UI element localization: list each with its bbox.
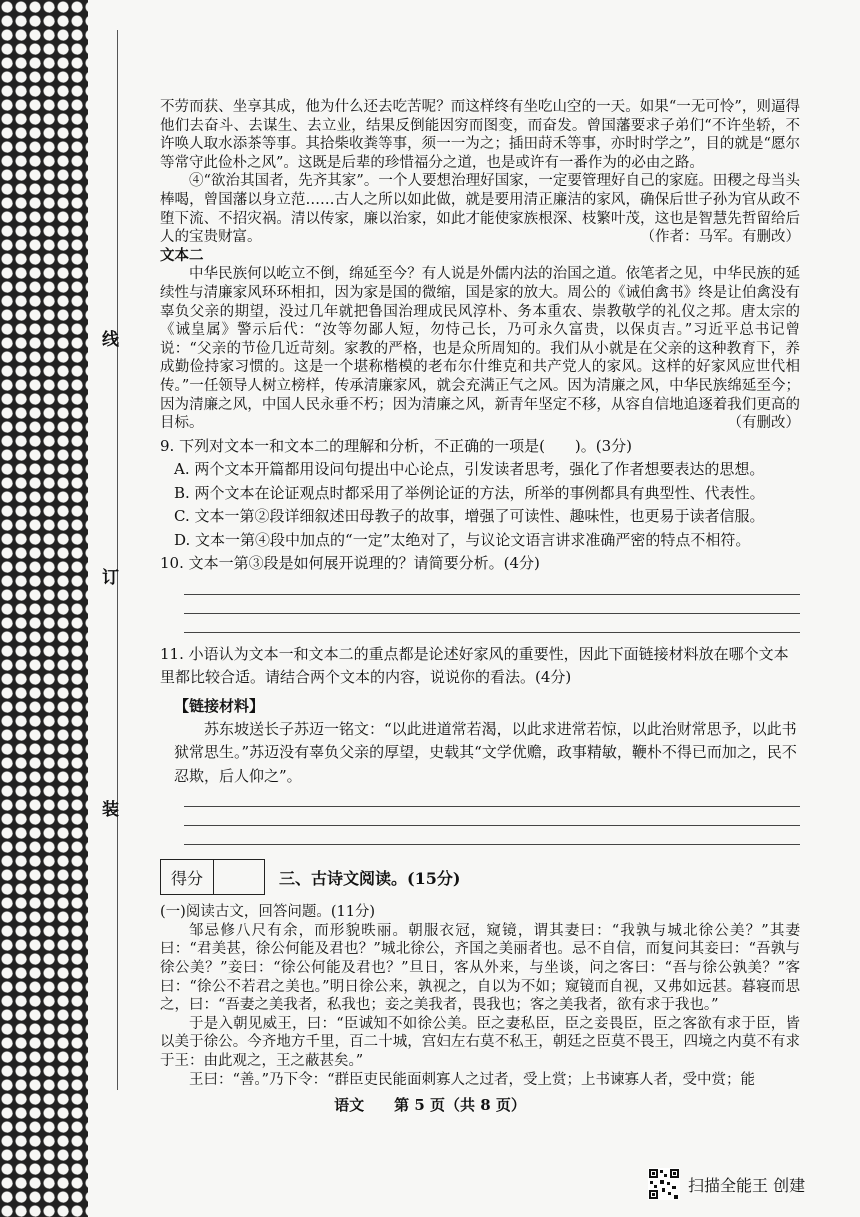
scanner-label: 扫描全能王 创建 — [688, 1175, 806, 1195]
section-3-title: 三、古诗文阅读。(15分) — [279, 868, 461, 888]
link-material-label: 【链接材料】 — [174, 696, 265, 715]
classical-paragraph-2: 于是入朝见威王，曰：“臣诚知不如徐公美。臣之妻私臣，臣之妾畏臣，臣之客欲有求于臣，皆以美于徐公。今齐地方千里，百二十城，宫妇左右莫不私王，朝廷之臣莫不畏王，四境之内莫不有求于王：由此观之，王之蔽甚矣。” — [160, 1015, 800, 1069]
binding-char-line: 线 — [98, 330, 118, 347]
question-9-option-d: D. 文本一第④段中加点的“一定”太绝对了，与议论文语言讲求准确严密的特点不相符。 — [174, 530, 751, 549]
answer-line[interactable] — [184, 788, 800, 807]
text2-paragraph-body: 中华民族何以屹立不倒，绵延至今？有人说是外儒内法的治国之道。依笔者之见，中华民族的延续性与清廉家风环环相扣，因为家是国的微缩，国是家的放大。周公的《诫伯禽书》终是让伯禽没有辜负父亲的期望，没过几年就把鲁国治理成民风淳朴、务本重农、崇教敬学的礼仪之邦。唐太宗的《诫皇属》警示后代：“汝等勿鄙人短，勿恃己长，乃可永久富贵，以保贞吉。”习近平总书记曾说：“父亲的节俭几近苛刻。家教的严格，也是众所周知的。我们从小就是在父亲的这种教育下，养成勤俭持家习惯的。这是一个堪称楷模的老布尔什维克和共产党人的家风。这样的好家风应世代相传。”一任领导人树立榜样，传承清廉家风，就会充满正气之风。因为清廉之风，中华民族绵延至今；因为清廉之风，中国人民永垂不朽；因为清廉之风，新青年坚定不移，从容自信地追逐着我们更高的目标。 — [160, 266, 800, 432]
question-9-option-b: B. 两个文本在论证观点时都采用了举例论证的方法，所举的事例都具有典型性、代表性。 — [174, 483, 765, 502]
page-content — [160, 98, 800, 1089]
scanner-watermark — [648, 1168, 805, 1200]
question-11-stem: 11. 小语认为文本一和文本二的重点都是论述好家风的重要性，因此下面链接材料放在哪个文本里都比较合适。请结合两个文本的内容，说说你的看法。(4分) — [160, 644, 789, 687]
question-10-stem: 10. 文本一第③段是如何展开说理的？请简要分析。(4分) — [160, 554, 540, 573]
link-material-text: 苏东坡送长子苏迈一铭文：“以此进道常若渴，以此求进常若惊，以此治财常思予，以此书狱常思生。”苏迈没有辜负父亲的厚望，史载其“文学优赡，政事精敏，鞭朴不得已而加之，民不忍欺，后人仰之”。 — [174, 719, 797, 785]
text1-paragraph-4-body: ④“欲治其国者，先齐其家”。一个人要想治理好国家，一定要管理好自己的家庭。田稷之母当头棒喝，曾国藩以身立范……古人之所以如此做，就是要用清正廉洁的家风，确保后世子孙为官从政不堕下流、不招灾祸。清以传家，廉以治家，如此才能使家族根深、枝繁叶茂，这也是智慧先哲留给后人的宝贵财富。 — [160, 173, 800, 246]
text2-source: （有删改） — [727, 415, 800, 432]
question-9-option-c: C. 文本一第②段详细叙述田母教子的故事，增强了可读性、趣味性，也更易于读者信服。 — [174, 507, 765, 526]
binding-char-bind: 装 — [98, 800, 118, 817]
answer-line[interactable] — [184, 826, 800, 845]
answer-line[interactable] — [184, 807, 800, 826]
binding-char-order: 订 — [98, 568, 118, 585]
question-9-stem: 9. 下列对文本一和文本二的理解和分析，不正确的一项是( )。(3分) — [160, 436, 633, 455]
text2-heading: 文本二 — [160, 246, 204, 264]
binding-line — [117, 30, 118, 1090]
score-box — [160, 859, 265, 895]
score-input-cell[interactable] — [214, 860, 264, 894]
question-10 — [160, 552, 800, 633]
question-9-option-a: A. 两个文本开篇都用设问句提出中心论点，引发读者思考，强化了作者想要表达的思想。 — [174, 460, 765, 479]
classical-paragraph-3: 王曰：“善。”乃下令：“群臣吏民能面刺寡人之过者，受上赏；上书谏寡人者，受中赏；能 — [189, 1071, 755, 1088]
text1-source: （作者：马军。有删改） — [640, 229, 800, 246]
answer-line[interactable] — [184, 576, 800, 595]
binding-margin — [0, 0, 118, 1217]
decorative-border — [0, 0, 88, 1217]
page-footer: 语文 第 5 页（共 8 页） — [334, 1096, 526, 1114]
section-3-subtitle: (一)阅读古文，回答问题。(11分) — [160, 904, 376, 921]
answer-line[interactable] — [184, 614, 800, 633]
section-3-header — [160, 859, 800, 895]
text2-paragraph — [160, 265, 800, 432]
qr-code-icon — [648, 1168, 680, 1200]
question-11 — [160, 643, 800, 846]
answer-line[interactable] — [184, 595, 800, 614]
score-label: 得分 — [161, 860, 214, 894]
classical-paragraph-1: 邹忌修八尺有余，而形貌昳丽。朝服衣冠，窥镜，谓其妻曰：“我孰与城北徐公美？”其妻曰：“君美甚，徐公何能及君也？”城北徐公，齐国之美丽者也。忌不自信，而复问其妾曰：“吾孰与徐公美？”妾曰：“徐公何能及君也？”旦日，客从外来，与坐谈，问之客曰：“吾与徐公孰美？”客曰：“徐公不若君之美也。”明日徐公来，孰视之，自以为不如；窥镜而自视，又弗如远甚。暮寝而思之，曰：“吾妻之美我者，私我也；妾之美我者，畏我也；客之美我者，欲有求于我也。” — [160, 922, 800, 1014]
question-9 — [160, 435, 800, 553]
text1-paragraph-4 — [160, 172, 800, 246]
text1-paragraph-3: 不劳而获、坐享其成，他为什么还去吃苦呢？而这样终有坐吃山空的一天。如果“一无可怜”，则逼得他们去奋斗、去谋生、去立业，结果反倒能因穷而图变，而奋发。曾国藩要求子弟们“不许坐轿，不许唤人取水添茶等事。其拾柴收粪等事，须一一为之；插田莳禾等事，亦时时学之”，目的就是“愿尔等常守此俭朴之风”。这既是后辈的珍惜福分之道，也是或许有一番作为的必由之路。 — [160, 99, 800, 171]
